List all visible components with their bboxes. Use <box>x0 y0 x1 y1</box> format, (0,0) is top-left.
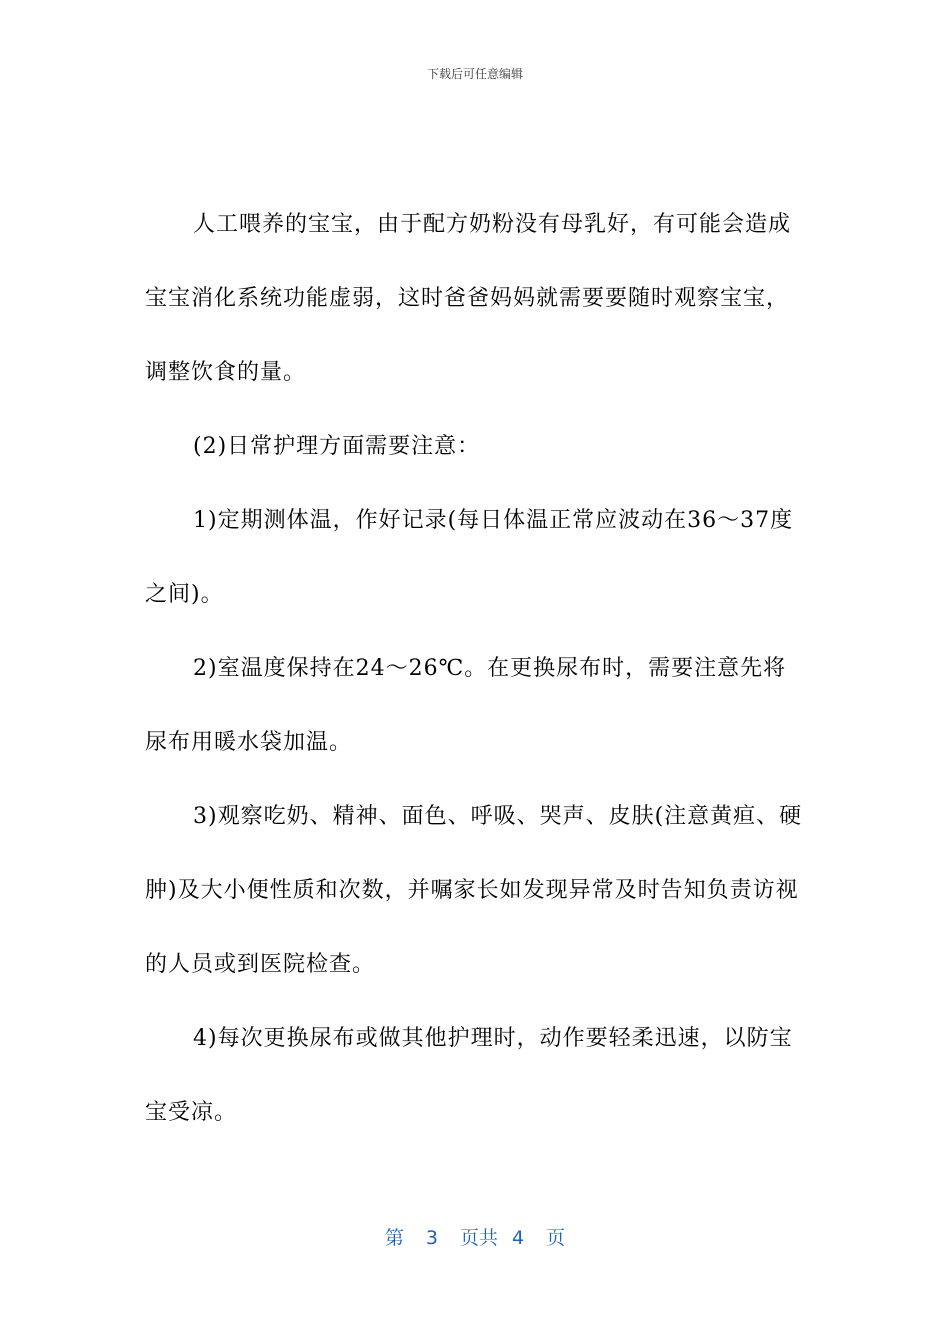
footer-prefix: 第 <box>384 1227 404 1249</box>
page-footer <box>0 1224 950 1252</box>
paragraph-4: 2)室温度保持在24～26℃。在更换尿布时，需要注意先将尿布用暖水袋加温。 <box>145 656 787 755</box>
footer-suffix: 页 <box>546 1227 566 1249</box>
paragraph-6: 4)每次更换尿布或做其他护理时，动作要轻柔迅速，以防宝宝受凉。 <box>145 1026 793 1125</box>
footer-middle: 页共 <box>459 1227 498 1249</box>
paragraph-3: 1)定期测体温，作好记录(每日体温正常应波动在36～37度之间)。 <box>145 508 794 607</box>
paragraph-1: 人工喂养的宝宝，由于配方奶粉没有母乳好，有可能会造成宝宝消化系统功能虚弱，这时爸爸妈妈就需要要随时观察宝宝，调整饮食的量。 <box>145 212 792 385</box>
paragraph-5: 3)观察吃奶、精神、面色、呼吸、哭声、皮肤(注意黄疸、硬肿)及大小便性质和次数，并嘱家长如发现异常及时告知负责访视的人员或到医院检查。 <box>145 804 803 977</box>
page-header: 下载后可任意编辑 <box>426 67 523 81</box>
footer-total-pages: 4 <box>512 1227 525 1249</box>
paragraph-2: (2)日常护理方面需要注意： <box>193 434 481 459</box>
footer-current-page: 3 <box>425 1227 438 1249</box>
document-body <box>145 188 805 1150</box>
